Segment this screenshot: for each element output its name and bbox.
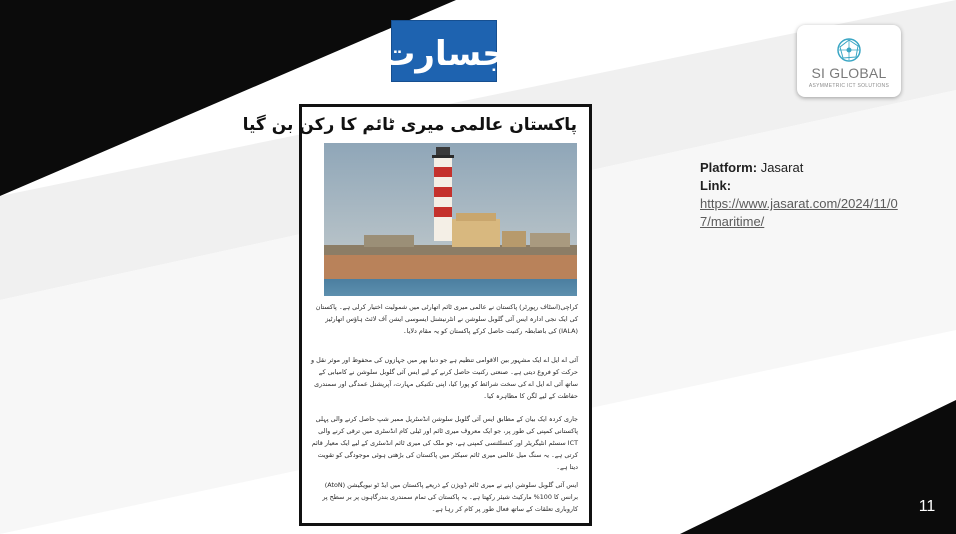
si-global-name: SI GLOBAL (811, 65, 887, 81)
article-link[interactable]: https://www.jasarat.com/2024/11/07/maritime/ (700, 196, 898, 229)
jasarat-logo-mark (381, 21, 507, 81)
svg-text:جسارت: جسارت (381, 34, 507, 74)
newspaper-clipping (242, 104, 592, 526)
platform-label: Platform (700, 160, 753, 175)
link-label: Link: (700, 178, 732, 193)
jasarat-logo (381, 20, 507, 82)
globe-icon (834, 35, 864, 65)
page-number: 11 (918, 498, 936, 515)
clipping-paragraph: کراچی(اسٹاف رپورٹر) پاکستان نے عالمی میری ٹائم اتھارٹی میں شمولیت اختیار کرلی ہے۔ پاکستان کی ایک نجی ادارہ ایس آئی گلوبل سلوشن نے انٹرنیشنل ایسوسی ایشن آف لائٹ ہاؤس اتھارٹیز (IALA) کی باضابطہ رکنیت حاصل کرکے پاکستان کو یہ مقام دلایا۔ (315, 303, 578, 335)
source-info (700, 159, 910, 231)
clipping-paragraph: ایس آئی گلوبل سلوشن اپنے نے میری ٹائم ڈویژن کے ذریعے پاکستان میں ایڈ ٹو نیویگیشن (AtoN) برانس کا 100% مارکیٹ شیئر رکھتا ہے۔ یہ پاکستان کی تمام سمندری بندرگاہوں پر بر سطح پر کاروباری تعلقات کے ساتھ فعال طور پر کام کر رہا ہے۔ (322, 481, 578, 513)
clipping-paragraph: آئی اے ایل اے ایک مشہور بین الاقوامی تنظیم ہے جو دنیا بھر میں جہازوں کی محفوظ اور موثر نقل و حرکت کو فروغ دیتی ہے۔ صنعتی رکنیت حاصل کرنے کے لیے ایس آئی گلوبل سلوشن نے کامیابی کے ساتھ آئی اے ایل اے کی سخت شرائط کو پورا کیا، اپنی تکنیکی مہارت، آپریشنل عمدگی اور سمندری حفاظت کے لیے لگن کا مظاہرہ کیا۔ (311, 356, 578, 400)
clipping-paragraph: جاری کردہ ایک بیان کے مطابق ایس آئی گلوبل سلوشن انڈسٹریل ممبر شپ حاصل کرنے والی پہلی پاکستانی کمپنی کی طور پر، جو ایک معروف میری ٹائم اور ٹیلی کام انڈسٹری میں ترقی کرنے والی ICT سسٹم انٹیگریٹر اور کنسلٹنسی کمپنی ہے، جو ملک کی میری ٹائم انڈسٹری کے لیے ایک معیار قائم کرتی ہے۔ یہ سنگ میل عالمی میری ٹائم سیکٹر میں پاکستان کی بڑھتی ہوئی موجودگی کو تقویت دیتا ہے۔ (311, 415, 578, 471)
platform-value: Jasarat (760, 160, 804, 175)
platform-line: Platform: Jasarat (700, 160, 804, 175)
lighthouse-photo (324, 143, 577, 296)
clipping-headline: پاکستان عالمی میری ٹائم کا رکن بن گیا (242, 115, 577, 135)
si-global-tagline: ASYMMETRIC ICT SOLUTIONS (808, 83, 890, 89)
si-global-logo (797, 25, 901, 97)
